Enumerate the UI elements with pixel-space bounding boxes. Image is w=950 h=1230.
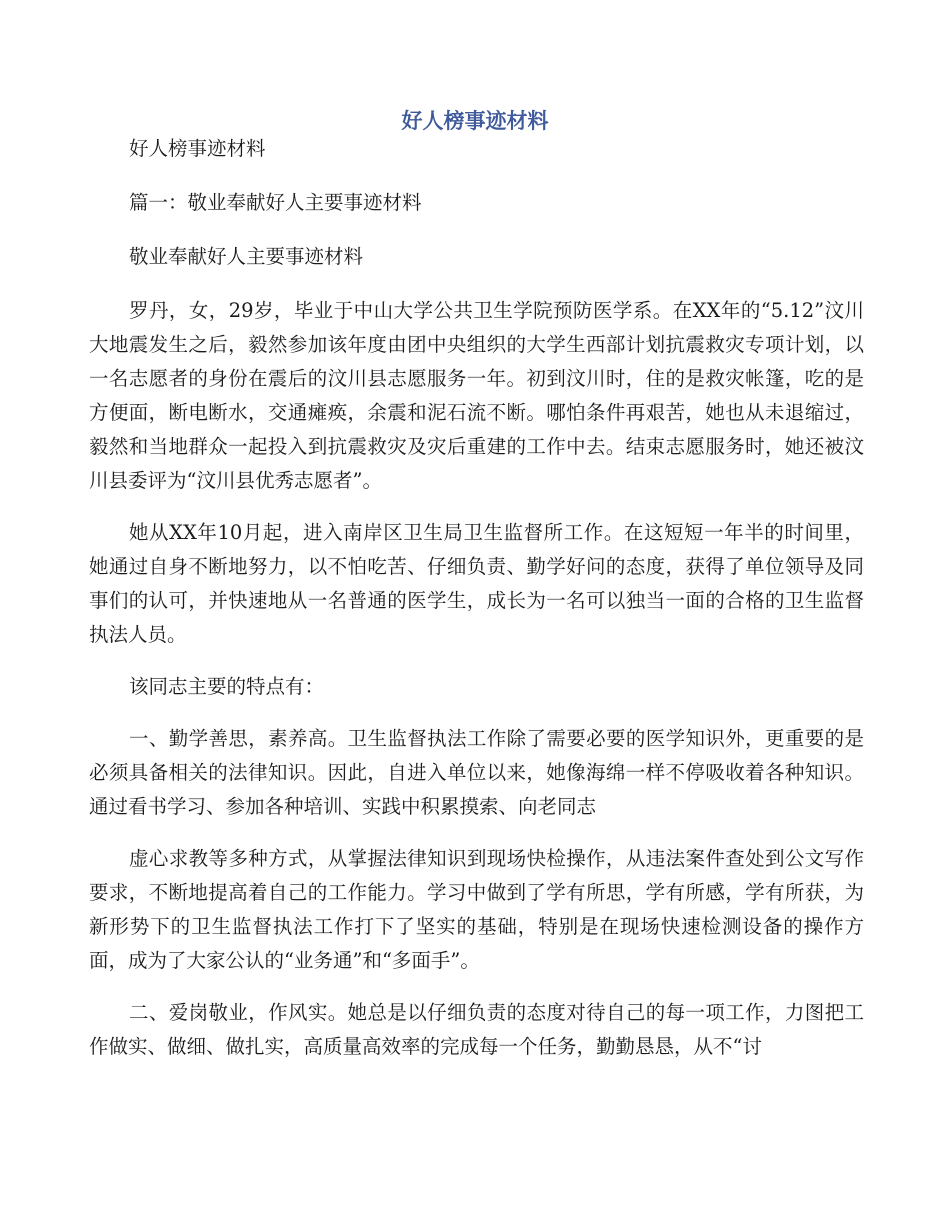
document-title: 好人榜事迹材料: [401, 108, 549, 133]
document-body: [89, 130, 864, 1064]
paragraph-work-history: 她从XX年10月起，进入南岸区卫生局卫生监督所工作。在这短短一年半的时间里，她通过自身不断地努力，以不怕吃苦、仔细负责、勤学好问的态度，获得了单位领导及同事们的认可，并快速地从一名普通的医学生，成长为一名可以独当一面的合格的卫生监督执法人员。: [89, 521, 864, 646]
paragraph-intro: 罗丹，女，29岁，毕业于中山大学公共卫生学院预防医学系。在XX年的“5.12”汶川大地震发生之后，毅然参加该年度由团中央组织的大学生西部计划抗震救灾专项计划，以一名志愿者的身份在震后的汶川县志愿服务一年。初到汶川时，住的是救灾帐篷，吃的是方便面，断电断水，交通瘫痪，余震和泥石流不断。哪怕条件再艰苦，她也从未退缩过，毅然和当地群众一起投入到抗震救灾及灾后重建的工作中去。结束志愿服务时，她还被汶川县委评为“汶川县优秀志愿者”。: [89, 299, 864, 492]
paragraph-section-title: 篇一：敬业奉献好人主要事迹材料: [129, 191, 422, 214]
paragraph-trait-two: 二、爱岗敬业，作风实。她总是以仔细负责的态度对待自己的每一项工作，力图把工作做实、做细、做扎实，高质量高效率的完成每一个任务，勤勤恳恳，从不“讨: [89, 1001, 864, 1058]
paragraph-trait-one: 一、勤学善思，素养高。卫生监督执法工作除了需要必要的医学知识外，更重要的是必须具备相关的法律知识。因此，自进入单位以来，她像海绵一样不停吸收着各种知识。通过看书学习、参加各种培训、实践中积累摸索、向老同志: [89, 727, 864, 818]
paragraph-traits-lead: 该同志主要的特点有：: [129, 675, 325, 698]
paragraph-heading: 好人榜事迹材料: [129, 137, 266, 160]
paragraph-trait-one-cont: 虚心求教等多种方式，从掌握法律知识到现场快检操作，从违法案件查处到公文写作要求，不断地提高着自己的工作能力。学习中做到了学有所思，学有所感，学有所获，为新形势下的卫生监督执法工作打下了坚实的基础，特别是在现场快速检测设备的操作方面，成为了大家公认的“业务通”和“多面手”。: [89, 847, 864, 972]
paragraph-subtitle: 敬业奉献好人主要事迹材料: [129, 245, 364, 268]
